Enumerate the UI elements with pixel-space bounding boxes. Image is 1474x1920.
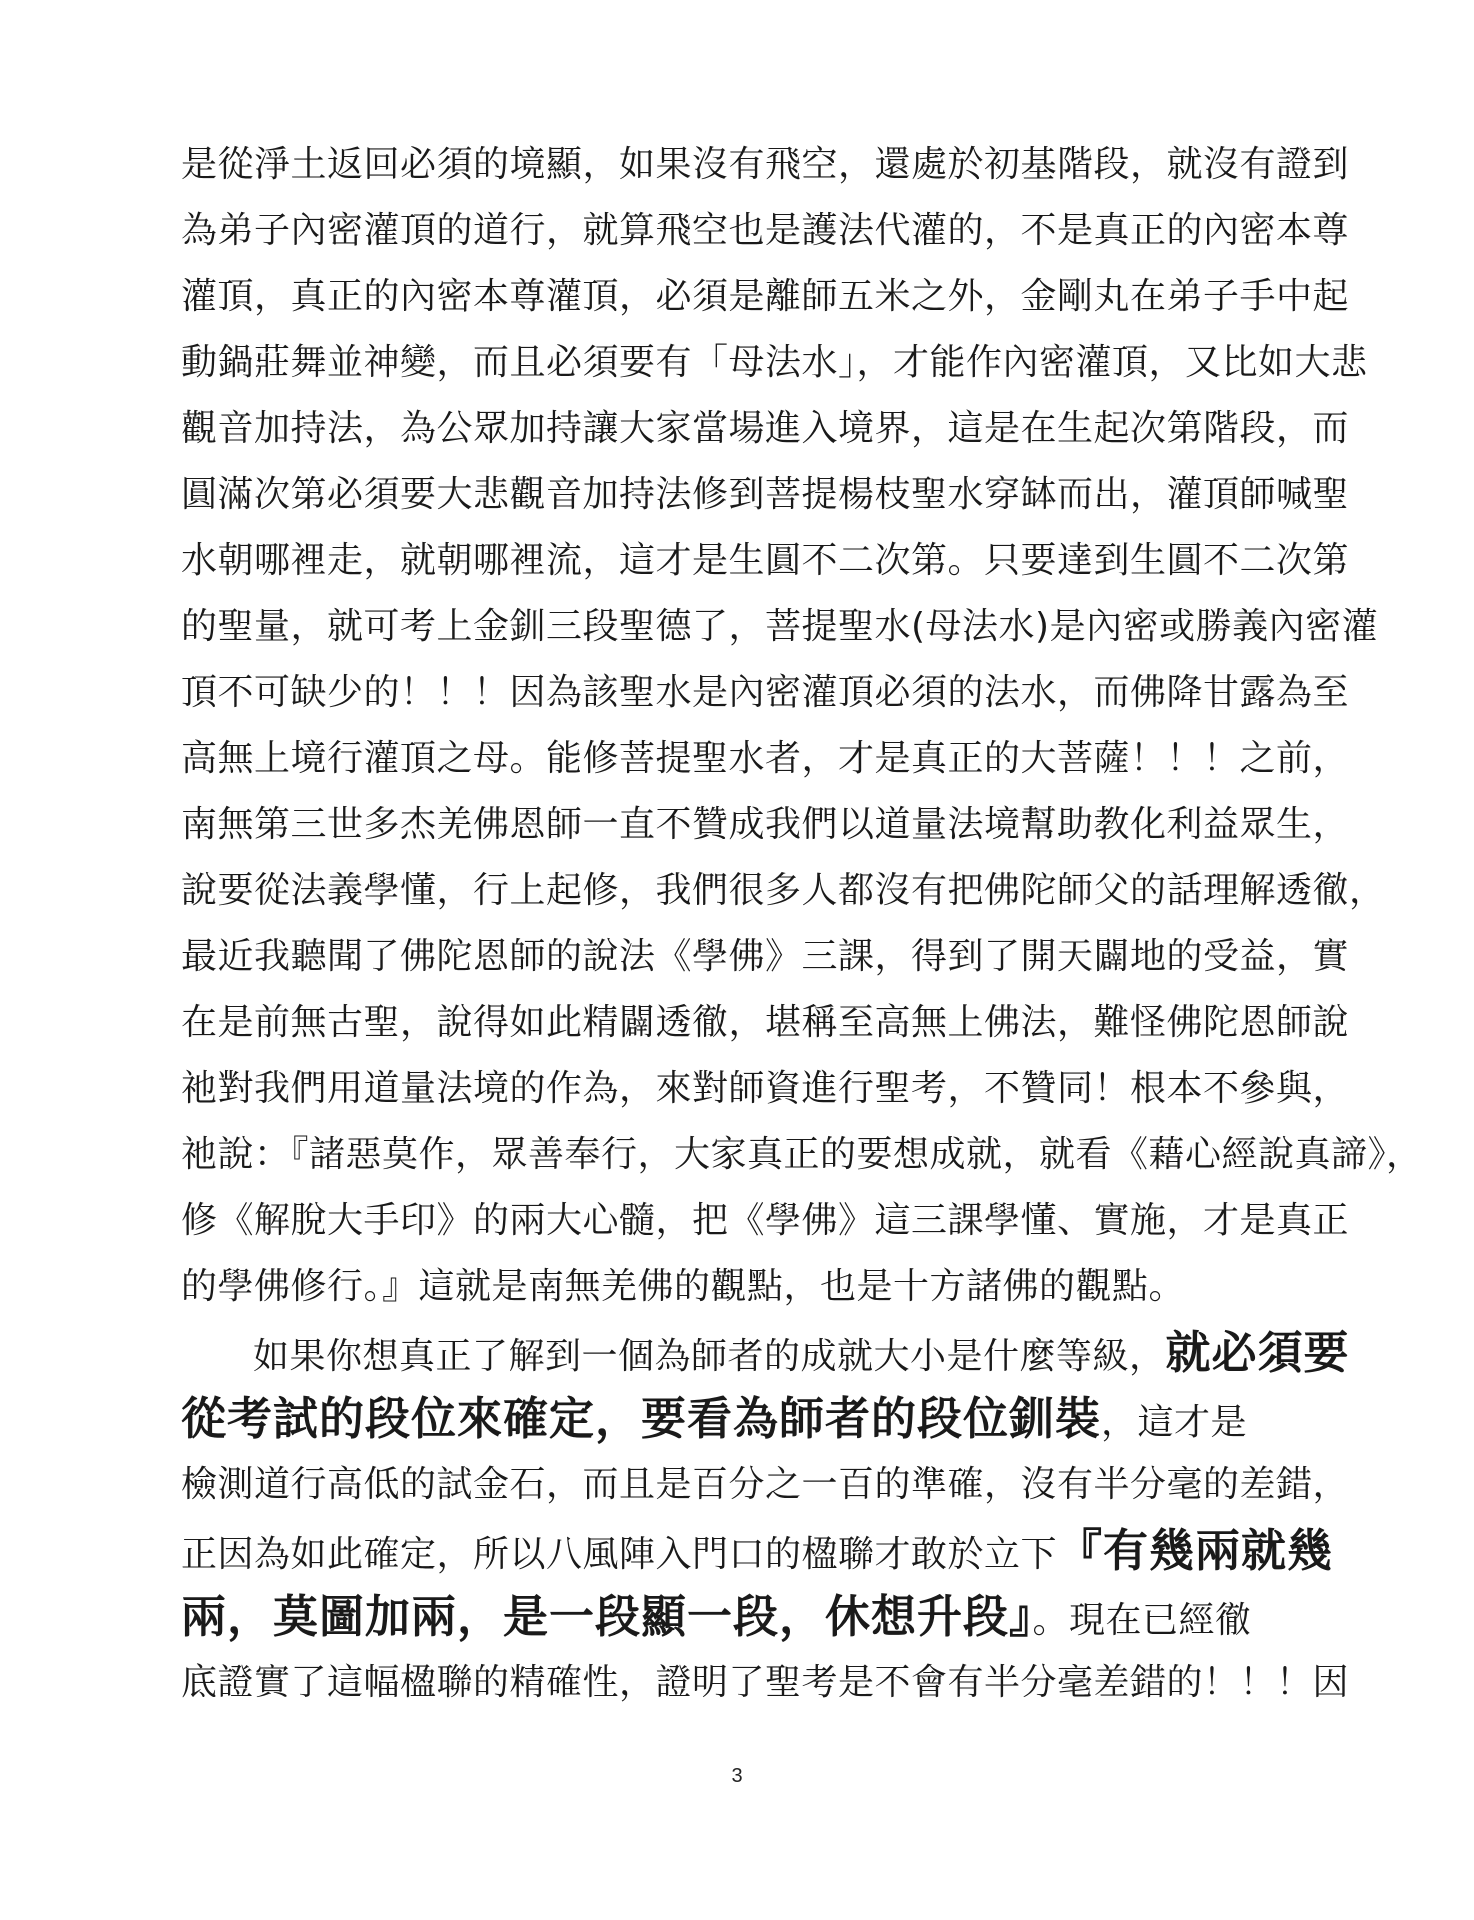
- text-line: 說要從法義學懂，行上起修，我們很多人都沒有把佛陀師父的話理解透徹，: [181, 870, 1386, 911]
- text-line: 圓滿次第必須要大悲觀音加持法修到菩提楊枝聖水穿缽而出，灌頂師喊聖: [181, 474, 1350, 515]
- emphasis-text: 就必須要: [1165, 1326, 1350, 1379]
- text-line: 頂不可缺少的！！！因為該聖水是內密灌頂必須的法水，而佛降甘露為至: [181, 672, 1350, 713]
- text-line: [181, 1518, 1334, 1584]
- text-line: 最近我聽聞了佛陀恩師的說法《學佛》三課，得到了開天闢地的受益，實: [181, 936, 1350, 977]
- text-line: 是從淨土返回必須的境顯，如果沒有飛空，還處於初基階段，就沒有證到: [181, 144, 1350, 185]
- text-line: 水朝哪裡走，就朝哪裡流，這才是生圓不二次第。只要達到生圓不二次第: [181, 540, 1350, 581]
- text-line: 南無第三世多杰羌佛恩師一直不贊成我們以道量法境幫助教化利益眾生，: [181, 804, 1350, 845]
- text-run: 正因為如此確定，所以八風陣入門口的楹聯才敢於立下: [181, 1534, 1058, 1575]
- emphasis-text: 兩，莫圖加兩，是一段顯一段，休想升段』: [181, 1590, 1033, 1643]
- page-number: 3: [731, 1765, 743, 1787]
- text-line: 高無上境行灌頂之母。能修菩提聖水者，才是真正的大菩薩！！！之前，: [181, 738, 1350, 779]
- paragraph-1: [181, 132, 1423, 1320]
- text-run: 如果你想真正了解到一個為師者的成就大小是什麼等級，: [253, 1336, 1166, 1377]
- text-line: 灌頂，真正的內密本尊灌頂，必須是離師五米之外，金剛丸在弟子手中起: [181, 276, 1350, 317]
- text-line: 在是前無古聖，說得如此精闢透徹，堪稱至高無上佛法，難怪佛陀恩師說: [181, 1002, 1350, 1043]
- text-line: [181, 1386, 1331, 1452]
- emphasis-text: 從考試的段位來確定，要看為師者的段位釧裝: [181, 1392, 1102, 1445]
- text-line: 祂對我們用道量法境的作為，來對師資進行聖考，不贊同！根本不參與，: [181, 1068, 1350, 1109]
- text-line: 動鍋莊舞並神變，而且必須要有「母法水」，才能作內密灌頂，又比如大悲: [181, 342, 1368, 383]
- text-line: 檢測道行高低的試金石，而且是百分之一百的準確，沒有半分毫的差錯，: [181, 1464, 1350, 1505]
- text-line: 的學佛修行。』這就是南無羌佛的觀點，也是十方諸佛的觀點。: [181, 1266, 1186, 1307]
- body-text: [181, 132, 1423, 1716]
- paragraph-2: [181, 1320, 1350, 1716]
- emphasis-text: 『有幾兩就幾: [1057, 1524, 1334, 1577]
- text-line: [181, 1584, 1331, 1650]
- text-line: 底證實了這幅楹聯的精確性，證明了聖考是不會有半分毫差錯的！！！因: [181, 1662, 1350, 1703]
- text-line: 祂說：『諸惡莫作，眾善奉行，大家真正的要想成就，就看《藉心經說真諦》，: [181, 1134, 1423, 1175]
- text-line: 為弟子內密灌頂的道行，就算飛空也是護法代灌的，不是真正的內密本尊: [181, 210, 1350, 251]
- text-line: 的聖量，就可考上金釧三段聖德了，菩提聖水(母法水)是內密或勝義內密灌: [181, 606, 1379, 647]
- text-run: 。現在已經徹: [1032, 1600, 1252, 1641]
- text-line: 觀音加持法，為公眾加持讓大家當場進入境界，這是在生起次第階段，而: [181, 408, 1350, 449]
- text-line: [181, 1320, 1350, 1386]
- text-line: 修《解脫大手印》的兩大心髓，把《學佛》這三課學懂、實施，才是真正: [181, 1200, 1350, 1241]
- text-run: ，這才是: [1101, 1402, 1248, 1443]
